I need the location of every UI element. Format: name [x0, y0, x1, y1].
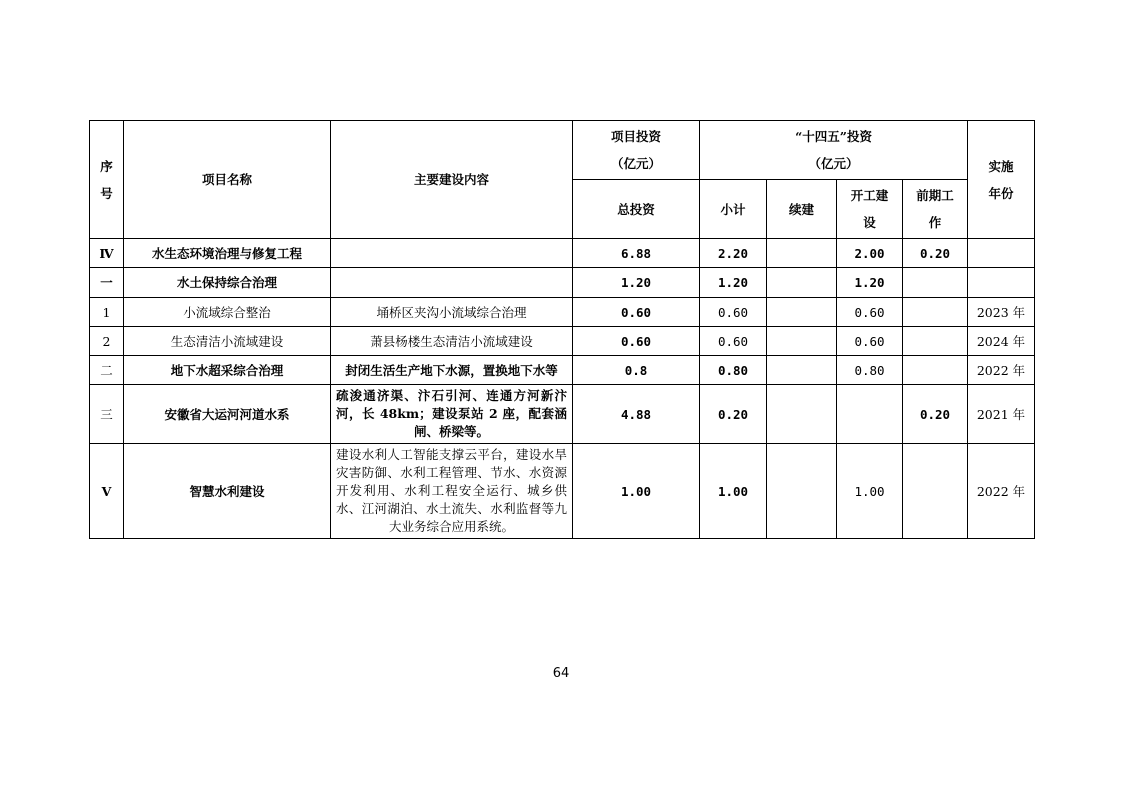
cell-total: 0.60 [573, 327, 700, 356]
header-row-1 [90, 121, 1035, 180]
cell-prelim [903, 356, 968, 385]
cell-subtotal: 0.60 [700, 327, 767, 356]
cell-year: 2024 年 [968, 327, 1035, 356]
cell-total: 1.00 [573, 444, 700, 539]
cell-total: 6.88 [573, 239, 700, 268]
cell-prelim [903, 298, 968, 327]
cell-seq: 1 [90, 298, 124, 327]
cell-content: 建设水利人工智能支撑云平台，建设水旱灾害防御、水利工程管理、节水、水资源开发利用、水利工程安全运行、城乡供水、江河湖泊、水土流失、水利监督等九大业务综合应用系统。 [331, 444, 573, 539]
header-continued: 续建 [767, 180, 837, 239]
cell-year: 2022 年 [968, 356, 1035, 385]
cell-prelim [903, 268, 968, 298]
cell-new: 1.00 [837, 444, 903, 539]
cell-year [968, 239, 1035, 268]
header-seq: 序 号 [90, 121, 124, 239]
header-prelim: 前期工 作 [903, 180, 968, 239]
cell-prelim: 0.20 [903, 385, 968, 444]
cell-year: 2021 年 [968, 385, 1035, 444]
cell-year: 2022 年 [968, 444, 1035, 539]
table-row [90, 356, 1035, 385]
cell-continued [767, 239, 837, 268]
table-row [90, 298, 1035, 327]
cell-new: 1.20 [837, 268, 903, 298]
cell-subtotal: 0.20 [700, 385, 767, 444]
cell-subtotal: 1.20 [700, 268, 767, 298]
cell-seq: 2 [90, 327, 124, 356]
cell-year: 2023 年 [968, 298, 1035, 327]
cell-seq: Ⅴ [90, 444, 124, 539]
cell-content: 疏浚通济渠、汴石引河、连通方河新汴河，长 48km；建设泵站 2 座，配套涵闸、桥梁等。 [331, 385, 573, 444]
cell-content: 封闭生活生产地下水源，置换地下水等 [331, 356, 573, 385]
cell-seq: Ⅳ [90, 239, 124, 268]
cell-content: 埇桥区夹沟小流域综合治理 [331, 298, 573, 327]
cell-subtotal: 2.20 [700, 239, 767, 268]
table-row [90, 239, 1035, 268]
cell-new: 2.00 [837, 239, 903, 268]
cell-total: 4.88 [573, 385, 700, 444]
cell-total: 0.8 [573, 356, 700, 385]
cell-name: 小流域综合整治 [124, 298, 331, 327]
cell-continued [767, 385, 837, 444]
cell-subtotal: 1.00 [700, 444, 767, 539]
table-row [90, 444, 1035, 539]
header-content: 主要建设内容 [331, 121, 573, 239]
investment-table [89, 120, 1035, 539]
header-subtotal: 小计 [700, 180, 767, 239]
cell-continued [767, 298, 837, 327]
cell-content: 萧县杨楼生态清洁小流域建设 [331, 327, 573, 356]
cell-name: 生态清洁小流域建设 [124, 327, 331, 356]
cell-total: 0.60 [573, 298, 700, 327]
cell-prelim: 0.20 [903, 239, 968, 268]
table-row [90, 385, 1035, 444]
header-project-investment: 项目投资 （亿元） [573, 121, 700, 180]
cell-continued [767, 268, 837, 298]
cell-continued [767, 356, 837, 385]
cell-name: 安徽省大运河河道水系 [124, 385, 331, 444]
page-number: 64 [552, 666, 570, 681]
cell-name: 水生态环境治理与修复工程 [124, 239, 331, 268]
cell-new: 0.80 [837, 356, 903, 385]
cell-new [837, 385, 903, 444]
cell-new: 0.60 [837, 327, 903, 356]
cell-continued [767, 327, 837, 356]
header-new: 开工建 设 [837, 180, 903, 239]
cell-total: 1.20 [573, 268, 700, 298]
cell-prelim [903, 444, 968, 539]
header-five-year-investment: “十四五”投资 （亿元） [700, 121, 968, 180]
cell-seq: 一 [90, 268, 124, 298]
table-row [90, 268, 1035, 298]
cell-subtotal: 0.60 [700, 298, 767, 327]
cell-new: 0.60 [837, 298, 903, 327]
cell-continued [767, 444, 837, 539]
header-year: 实施 年份 [968, 121, 1035, 239]
cell-subtotal: 0.80 [700, 356, 767, 385]
cell-content [331, 268, 573, 298]
cell-seq: 三 [90, 385, 124, 444]
cell-year [968, 268, 1035, 298]
header-total: 总投资 [573, 180, 700, 239]
cell-seq: 二 [90, 356, 124, 385]
cell-name: 地下水超采综合治理 [124, 356, 331, 385]
header-name: 项目名称 [124, 121, 331, 239]
cell-name: 水土保持综合治理 [124, 268, 331, 298]
table-row [90, 327, 1035, 356]
cell-name: 智慧水利建设 [124, 444, 331, 539]
cell-prelim [903, 327, 968, 356]
cell-content [331, 239, 573, 268]
